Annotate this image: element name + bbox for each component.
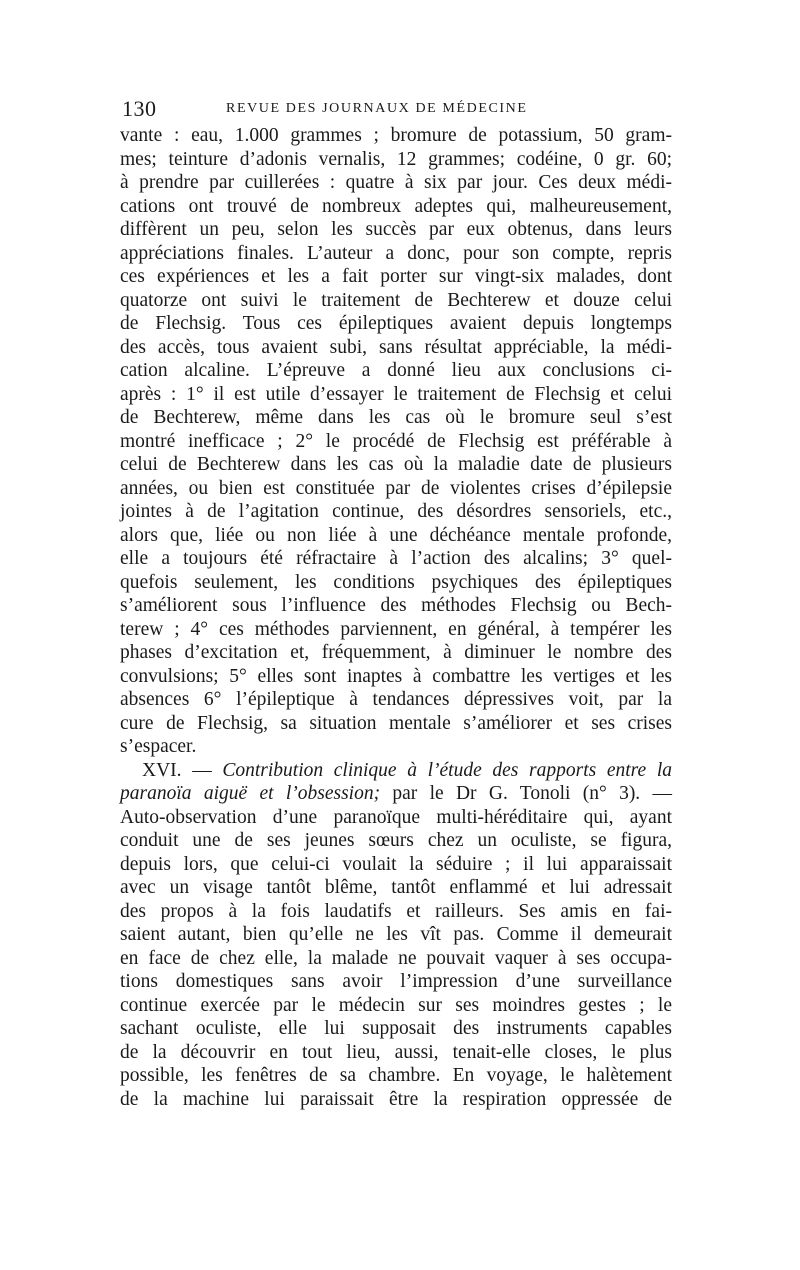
running-head [122,96,678,124]
text-line: terew ; 4° ces méthodes parviennent, en général, à tempérer les [120,618,672,640]
text-line: à prendre par cuillerées : quatre à six par jour. Ces deux médi- [120,172,672,193]
text-line: phases d’excitation et, fréquemment, à diminuer le nombre des [120,642,672,663]
text-line: appréciations finales. L’auteur a donc, pour son compte, repris [120,242,672,264]
journal-title: REVUE DES JOURNAUX DE MÉDECINE [226,101,528,116]
text-line: sachant oculiste, elle lui supposait des instruments capables [120,1018,672,1039]
text-line: absences 6° l’épileptique à tendances dépressives voit, par la [120,689,672,710]
text-line: cations ont trouvé de nombreux adeptes qui, malheureusement, [120,195,672,217]
text-line: s’espacer. [120,736,197,757]
text-line: vante : eau, 1.000 grammes ; bromure de potassium, 50 gram- [120,125,672,146]
text-line: diffèrent un peu, selon les succès par eux obtenus, dans leurs [120,219,672,240]
paragraph-auto-observation [120,806,672,1112]
section-citation: par le Dr G. Tonoli (n° 3). — [380,783,672,804]
text-line: depuis lors, que celui-ci voulait la séduire ; il lui apparaissait [120,853,672,875]
section-numeral: XVI. [142,759,182,781]
section-heading-xvi [120,759,672,783]
body-text [120,124,672,1111]
text-line: s’améliorent sous l’influence des méthodes Flechsig ou Bech- [120,595,672,616]
text-line: jointes à de l’agitation continue, des désordres sensoriels, etc., [120,501,672,522]
section-title-line2 [120,782,672,806]
text-line: de la découvrir en tout lieu, aussi, tenait-elle closes, le plus [120,1041,672,1063]
paragraph-conclusions [120,124,672,759]
text-line: de Bechterew, même dans les cas où le bromure seul s’est [120,407,672,428]
text-line: elle a toujours été réfractaire à l’action des alcalins; 3° quel- [120,548,672,569]
section-title-line1: Contribution clinique à l’étude des rapports entre la [222,759,673,781]
text-line: mes; teinture d’adonis vernalis, 12 grammes; codéine, 0 gr. 60; [120,148,672,170]
text-line: convulsions; 5° elles sont inaptes à combattre les vertiges et les [120,665,672,687]
text-line: cation alcaline. L’épreuve a donné lieu aux conclusions ci- [120,360,672,381]
text-line: en face de chez elle, la malade ne pouvait vaquer à ses occupa- [120,947,672,969]
text-line: quefois seulement, les conditions psychiques des épileptiques [120,571,672,593]
section-title-italic: paranoïa aiguë et l’obsession; [120,783,381,804]
text-line: quatorze ont suivi le traitement de Bechterew et douze celui [120,289,672,311]
text-line: de Flechsig. Tous ces épileptiques avaient depuis longtemps [120,313,672,334]
text-line: continue exercée par le médecin sur ses moindres gestes ; le [120,994,672,1016]
text-line: celui de Bechterew dans les cas où la maladie date de plusieurs [120,454,672,475]
text-line: années, ou bien est constituée par de violentes crises d’épilepsie [120,477,672,499]
text-line: alors que, liée ou non liée à une déchéance mentale profonde, [120,524,672,546]
text-line: cure de Flechsig, sa situation mentale s’améliorer et ses crises [120,712,672,734]
text-line: après : 1° il est utile d’essayer le traitement de Flechsig et celui [120,383,672,405]
text-line: ces expériences et les a fait porter sur vingt-six malades, dont [120,266,672,287]
text-line: de la machine lui paraissait être la respiration oppressée de [120,1088,672,1110]
text-line: des propos à la fois laudatifs et railleurs. Ses amis en fai- [120,900,672,922]
text-line: possible, les fenêtres de sa chambre. En voyage, le halètement [120,1065,672,1086]
text-line: montré inefficace ; 2° le procédé de Flechsig est préférable à [120,430,672,452]
text-line: tions domestiques sans avoir l’impression d’une surveillance [120,971,672,992]
page-number: 130 [122,96,157,121]
section-dash: — [181,759,223,781]
text-line: des accès, tous avaient subi, sans résultat appréciable, la médi- [120,336,672,358]
text-line: avec un visage tantôt blême, tantôt enflammé et lui adressait [120,877,672,898]
text-line: conduit une de ses jeunes sœurs chez un oculiste, se figura, [120,830,672,851]
text-line: saient autant, bien qu’elle ne les vît pas. Comme il demeurait [120,924,672,945]
text-line: Auto-observation d’une paranoïque multi-héréditaire qui, ayant [120,806,672,828]
